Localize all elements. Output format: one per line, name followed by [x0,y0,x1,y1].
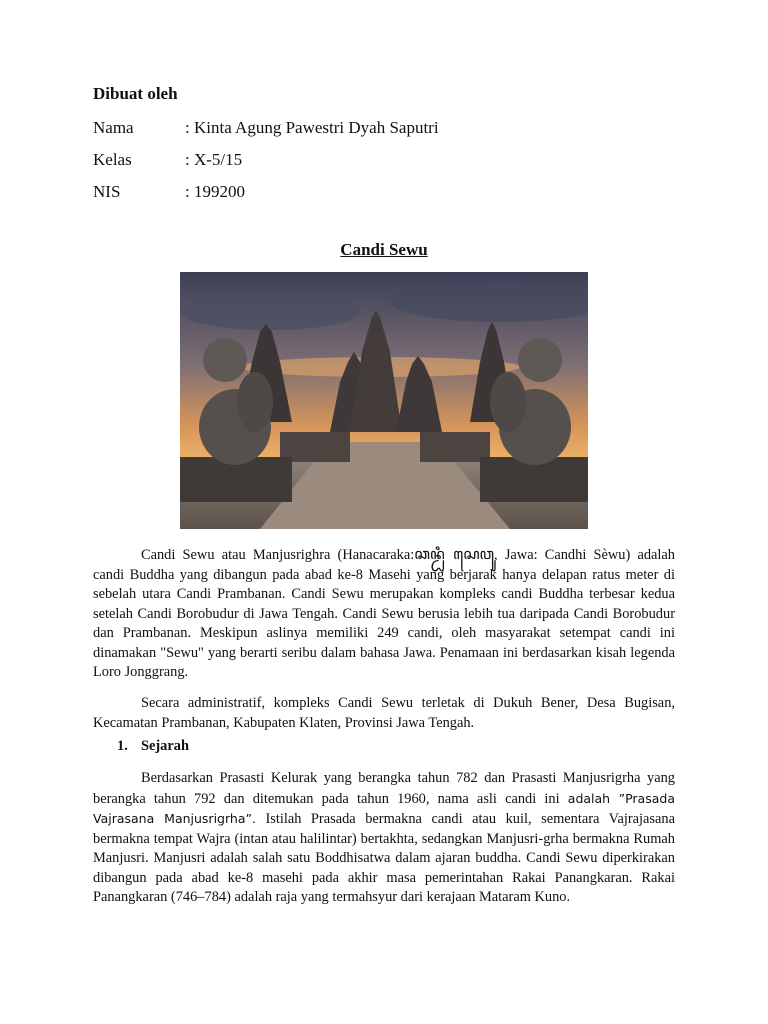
sejarah-rest: Istilah Prasada bermakna candi atau kuil, sementara Vajrajasana bermakna tempat Wajra (intan atau halilintar) bertakhta, sedangkan Manjusri-grha bermakna Rumah Manjusri. Manjusri adalah salah satu Boddhisatwa dalam ajaran buddha. Candi Sewu diperkirakan dibangun pada abad ke-8 masehi pada akhir masa pemerintahan Rakai Panangkaran. Rakai Panangkaran (746–784) adalah raja yang termahsyur dari kerajaan Mataram Kuno. [93,811,675,905]
class-row [93,150,242,170]
intro-rest: , Jawa: Candhi Sèwu) adalah candi Buddha yang dibangun pada abad ke-8 Masehi yang berjarak hanya delapan ratus meter di sebelah utara Candi Prambanan. Candi Sewu merupakan kompleks candi Buddha terbesar kedua setelah Candi Borobudur di Jawa Tengah. Candi Sewu berusia lebih tua daripada Candi Borobudur dan Prambanan. Meskipun aslinya memiliki 249 candi, oleh masyarakat setempat candi ini dinamakan "Sewu" yang berarti seribu dalam bahasa Jawa. Penamaan ini berdasarkan kisah legenda Loro Jonggrang. [93,547,675,680]
name-value: : Kinta Agung Pawestri Dyah Saputri [185,118,439,137]
nis-row [93,182,245,202]
sejarah-lead: Berdasarkan Prasasti Kelurak yang berangka tahun 782 dan Prasasti Manjusrigrha yang berangka tahun 792 dan ditemukan pada tahun 1960, nama asli candi ini [93,770,675,807]
section-title: Sejarah [141,738,189,754]
intro-p2-text: Secara administratif, kompleks Candi Sewu terletak di Dukuh Bener, Desa Bugisan, Kecamatan Prambanan, Kabupaten Klaten, Provinsi Jawa Tengah. [93,695,675,731]
intro-paragraph-2 [93,694,675,733]
nis-value: : 199200 [185,182,245,201]
intro-lead: Candi Sewu atau Manjusrighra (Hanacaraka: [141,547,415,563]
sejarah-paragraph [93,769,675,908]
sejarah-small-run: adalah ”Prasada Vajrasana Manjusrigrha”. [93,790,675,826]
intro-paragraph-1 [93,545,675,683]
class-label: Kelas [93,150,132,169]
name-label: Nama [93,118,134,137]
document-title: Candi Sewu [340,240,428,259]
javanese-script: ꦕꦤ꧀ꦝꦶ ꦱꦺꦮꦸ [414,545,495,563]
temple-photo [180,272,588,529]
made-by-heading: Dibuat oleh [93,84,178,103]
nis-label: NIS [93,182,121,201]
class-value: : X-5/15 [185,150,243,169]
section-number: 1. [117,738,128,754]
name-row [93,118,439,138]
section-heading-sejarah [117,738,189,755]
